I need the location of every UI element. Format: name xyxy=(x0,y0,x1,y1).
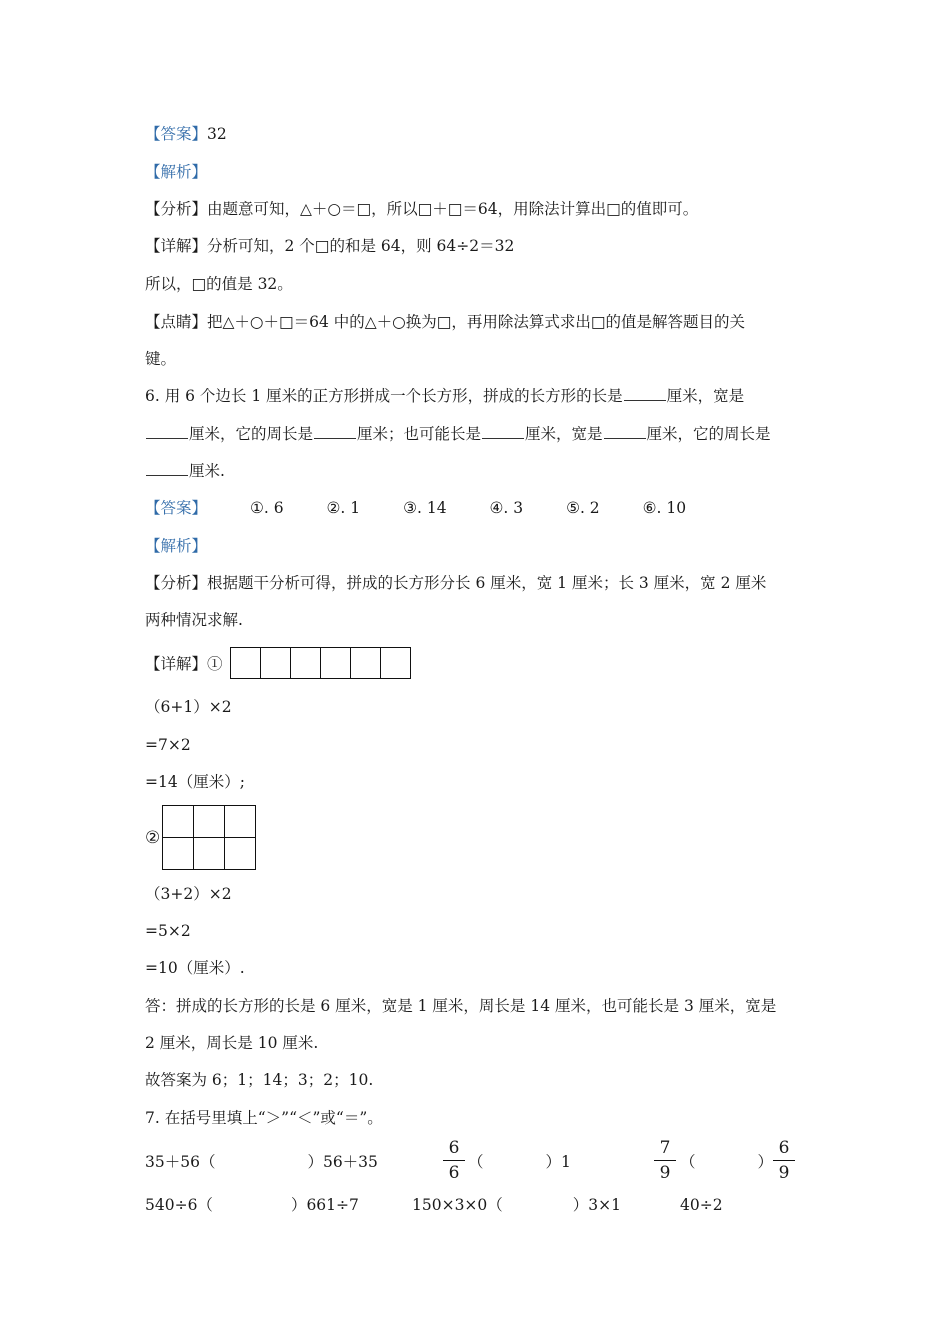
q7-title: 7. 在括号里填上“＞”“＜”或“＝”。 xyxy=(145,1109,383,1127)
analysis-tag: 【解析】 xyxy=(145,537,208,555)
fraction-numerator: 7 xyxy=(659,1138,671,1158)
fraction xyxy=(443,1137,465,1184)
rectangle-3x2-diagram xyxy=(162,805,256,870)
compare-item: 40÷2 xyxy=(680,1196,723,1214)
expr-left: 540÷6（ xyxy=(145,1196,213,1214)
unit-square xyxy=(225,806,256,838)
q5-dianjing-line xyxy=(145,312,745,332)
fraction-denominator: 9 xyxy=(659,1163,671,1183)
answer-item: ⑥. 10 xyxy=(642,499,687,517)
paren-left: （ xyxy=(468,1153,484,1171)
xiangjie-tag: 【详解】 xyxy=(145,655,208,673)
q6-fenxi-line xyxy=(145,573,766,593)
calc-line: =7×2 xyxy=(145,736,191,754)
answer-tag: 【答案】 xyxy=(145,125,208,143)
unit-square xyxy=(163,838,194,870)
unit-square xyxy=(291,648,321,679)
expr-right: ）1 xyxy=(545,1153,571,1171)
fraction-denominator: 9 xyxy=(778,1163,790,1183)
paren-right: ） xyxy=(757,1153,774,1171)
unit-square xyxy=(261,648,291,679)
conclusion-line: 答：拼成的长方形的长是 6 厘米，宽是 1 厘米，周长是 14 厘米，也可能长是 3 厘米，宽是 xyxy=(145,997,777,1015)
rectangle-6x1-diagram xyxy=(230,647,411,679)
calc-line: =14（厘米）; xyxy=(145,773,245,791)
unit-square xyxy=(194,838,225,870)
answer-blank[interactable] xyxy=(482,424,524,439)
unit-square xyxy=(194,806,225,838)
fenxi-tag: 【分析】 xyxy=(145,200,208,218)
answer-item: ④. 3 xyxy=(489,499,524,517)
q5-xiangjie-line xyxy=(145,236,514,256)
q6-stem-text: 厘米，宽是 xyxy=(525,425,603,443)
conclusion-line: 2 厘米，周长是 10 厘米. xyxy=(145,1034,319,1052)
answer-blank[interactable] xyxy=(604,424,646,439)
q6-xiangjie-line xyxy=(145,654,223,674)
dianjing-tag: 【点睛】 xyxy=(145,313,208,331)
answer-value: 32 xyxy=(207,125,227,143)
q6-stem-text: 6. 用 6 个边长 1 厘米的正方形拼成一个长方形，拼成的长方形的长是 xyxy=(145,387,623,405)
fraction-denominator: 6 xyxy=(448,1163,460,1183)
q6-stem-text: 厘米，宽是 xyxy=(666,387,745,405)
unit-square xyxy=(321,648,351,679)
q5-fenxi-line xyxy=(145,199,698,219)
answer-item: ③. 14 xyxy=(403,499,447,517)
fenxi-text: 根据题干分析可得，拼成的长方形分长 6 厘米，宽 1 厘米；长 3 厘米，宽 2 厘米 xyxy=(207,574,767,592)
fraction xyxy=(773,1137,795,1184)
unit-square xyxy=(163,806,194,838)
q5-so-line: 所以，□的值是 32。 xyxy=(145,275,293,293)
expr-right: ）661÷7 xyxy=(290,1196,359,1214)
q6-stem-text: 厘米；也可能长是 xyxy=(357,425,482,443)
q5-dianjing-line2: 键。 xyxy=(145,350,177,368)
q5-analysis-line xyxy=(145,162,207,182)
answer-blank[interactable] xyxy=(314,424,356,439)
fraction-numerator: 6 xyxy=(778,1138,790,1158)
q6-stem-line3 xyxy=(145,461,225,481)
dianjing-text: 把△＋○＋□＝64 中的△＋○换为□，再用除法算式求出□的值是解答题目的关 xyxy=(207,313,745,331)
calc-line: （6+1）×2 xyxy=(145,698,232,716)
q6-stem-text: 厘米，它的周长是 xyxy=(646,425,771,443)
q6-stem-line1 xyxy=(145,386,744,406)
calc-line: =5×2 xyxy=(145,922,191,940)
xiangjie-tag: 【详解】 xyxy=(145,237,208,255)
unit-square xyxy=(231,648,261,679)
answer-item: ⑤. 2 xyxy=(566,499,600,517)
fraction-numerator: 6 xyxy=(448,1138,460,1158)
fenxi-text: 由题意可知，△＋○＝□，所以□＋□＝64，用除法计算出□的值即可。 xyxy=(207,200,699,218)
answer-blank[interactable] xyxy=(146,461,188,476)
q6-fenxi-line2: 两种情况求解. xyxy=(145,611,243,629)
expr-left: 35＋56（ xyxy=(145,1153,216,1171)
q6-answer-line xyxy=(145,498,686,518)
answer-blank[interactable] xyxy=(624,386,666,401)
compare-item xyxy=(412,1195,621,1215)
compare-item xyxy=(680,1152,773,1172)
analysis-tag: 【解析】 xyxy=(145,163,208,181)
q5-answer-line xyxy=(145,124,227,144)
xiangjie-text: 分析可知，2 个□的和是 64，则 64÷2＝32 xyxy=(207,237,515,255)
expr-right: ）3×1 xyxy=(572,1196,622,1214)
case-mark: ① xyxy=(207,655,223,673)
q6-stem-text: 厘米，它的周长是 xyxy=(189,425,314,443)
expr-right: ）56＋35 xyxy=(307,1153,378,1171)
answer-item: ②. 1 xyxy=(326,499,361,517)
calc-line: =10（厘米）. xyxy=(145,959,245,977)
answer-blank[interactable] xyxy=(146,424,188,439)
fenxi-tag: 【分析】 xyxy=(145,574,208,592)
unit-square xyxy=(225,838,256,870)
compare-item xyxy=(145,1195,359,1215)
expr-left: 150×3×0（ xyxy=(412,1196,503,1214)
unit-square xyxy=(381,648,411,679)
unit-square xyxy=(351,648,381,679)
final-answer-line: 故答案为 6；1；14；3；2；10. xyxy=(145,1071,374,1089)
answer-tag: 【答案】 xyxy=(145,499,208,517)
q6-stem-line2 xyxy=(145,424,771,444)
compare-item xyxy=(468,1152,571,1172)
q6-analysis-line xyxy=(145,536,207,556)
calc-line: （3+2）×2 xyxy=(145,885,232,903)
answer-item: ①. 6 xyxy=(249,499,284,517)
q6-stem-text: 厘米. xyxy=(189,462,225,480)
fraction xyxy=(654,1137,676,1184)
paren-left: （ xyxy=(680,1153,696,1171)
case-mark: ② xyxy=(145,828,161,848)
compare-item xyxy=(145,1152,378,1172)
